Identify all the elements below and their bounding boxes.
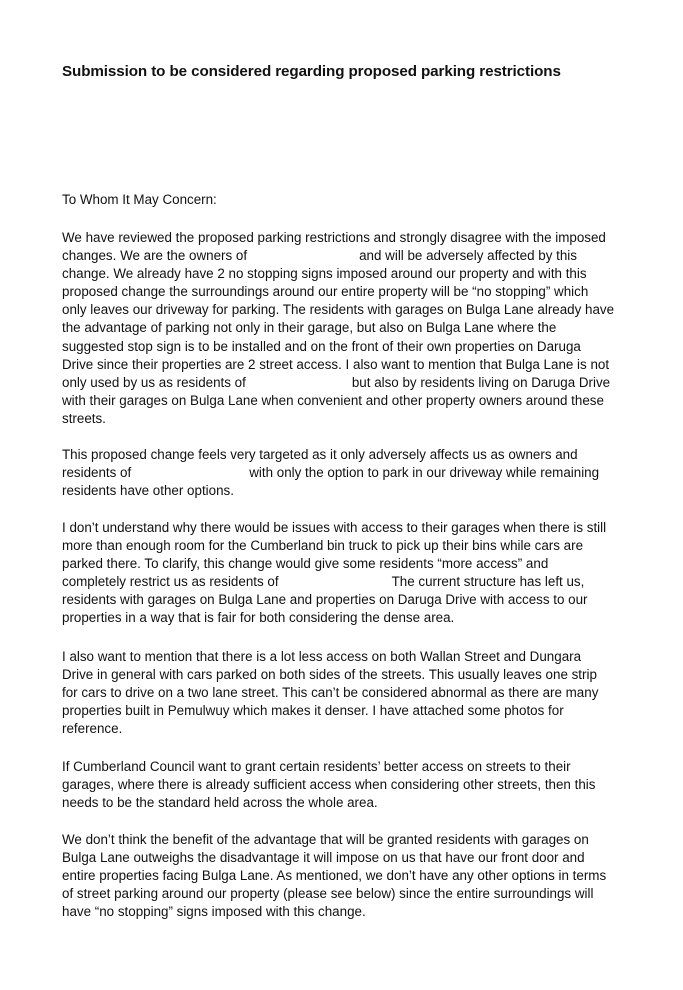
text-line: residents with garages on Bulga Lane and properties on Daruga Drive with access to our	[62, 592, 588, 608]
text-segment: changes. We are the owners of	[62, 248, 248, 264]
paragraph-garage-access	[62, 519, 606, 628]
paragraph-targeted	[62, 446, 599, 500]
text-line: Drive in general with cars parked on both sides of the streets. This usually leaves one strip	[62, 667, 597, 683]
text-line: with their garages on Bulga Lane when convenient and other property owners around these	[62, 392, 604, 408]
text-line: garages, where there is already sufficient access when considering other streets, then this	[62, 777, 596, 793]
text-line: more than enough room for the Cumberland bin truck to pick up their bins while cars are	[62, 538, 584, 554]
text-line: Drive since their properties are 2 street access. I also want to mention that Bulga Lane is not	[62, 356, 610, 372]
text-line	[62, 573, 606, 591]
text-segment: residents of	[62, 465, 132, 481]
text-line: reference.	[62, 721, 123, 737]
text-segment: and will be adversely affected by this	[359, 248, 577, 264]
text-line: proposed change the surroundings around our entire property will be “no stopping” which	[62, 284, 589, 300]
text-line	[62, 247, 614, 265]
text-line: Bulga Lane outweighs the disadvantage it will impose on us that have our front door and	[62, 850, 585, 866]
text-line: This proposed change feels very targeted as it only adversely affects us as owners and	[62, 447, 578, 462]
text-line: We don’t think the benefit of the advantage that will be granted residents with garages on	[62, 832, 589, 847]
paragraph-objection	[62, 229, 614, 428]
text-segment: only used by us as residents of	[62, 374, 246, 390]
text-line: change. We already have 2 no stopping signs imposed around our property and with this	[62, 266, 587, 282]
text-line: We have reviewed the proposed parking restrictions and strongly disagree with the imposed	[62, 230, 606, 245]
paragraph-street-access	[62, 648, 598, 738]
text-line: the advantage of parking not only in their garage, but also on Bulga Lane where the	[62, 320, 557, 336]
text-line: for cars to drive on a two lane street. This can’t be considered abnormal as there are many	[62, 685, 599, 701]
text-line	[62, 374, 614, 392]
text-segment: with only the option to park in our driveway while remaining	[249, 465, 600, 481]
text-line: needs to be the standard held across the whole area.	[62, 795, 378, 811]
paragraph-disadvantage	[62, 831, 606, 921]
text-line: of street parking around our property (please see below) since the entire surroundings will	[62, 886, 594, 902]
text-line: residents have other options.	[62, 483, 234, 499]
text-line: properties built in Pemulwuy which makes it denser. I have attached some photos for	[62, 703, 564, 719]
paragraph-council-standard	[62, 758, 595, 812]
text-line: I also want to mention that there is a lot less access on both Wallan Street and Dungara	[62, 649, 582, 664]
text-line: properties in a way that is fair for both considering the dense area.	[62, 610, 455, 626]
text-line	[62, 464, 599, 482]
text-line: suggested stop sign is to be installed and on the front of their own properties on Daruga	[62, 338, 581, 354]
text-line: parked there. To clarify, this change would give some residents “more access” and	[62, 556, 549, 572]
text-segment: The current structure has left us,	[391, 574, 585, 590]
document-title: Submission to be considered regarding proposed parking restrictions	[62, 63, 561, 80]
salutation: To Whom It May Concern:	[62, 192, 217, 207]
text-line: only leaves our driveway for parking. The residents with garages on Bulga Lane already have	[62, 302, 615, 318]
text-line: streets.	[62, 410, 106, 426]
text-line: entire properties facing Bulga Lane. As mentioned, we don’t have any other options in terms	[62, 868, 607, 884]
text-line: I don’t understand why there would be issues with access to their garages when there is still	[62, 520, 607, 535]
text-segment: but also by residents living on Daruga Drive	[351, 374, 611, 390]
text-line: If Cumberland Council want to grant certain residents’ better access on streets to their	[62, 759, 571, 774]
text-segment: completely restrict us as residents of	[62, 574, 279, 590]
text-line: have “no stopping” signs imposed with this change.	[62, 904, 366, 920]
